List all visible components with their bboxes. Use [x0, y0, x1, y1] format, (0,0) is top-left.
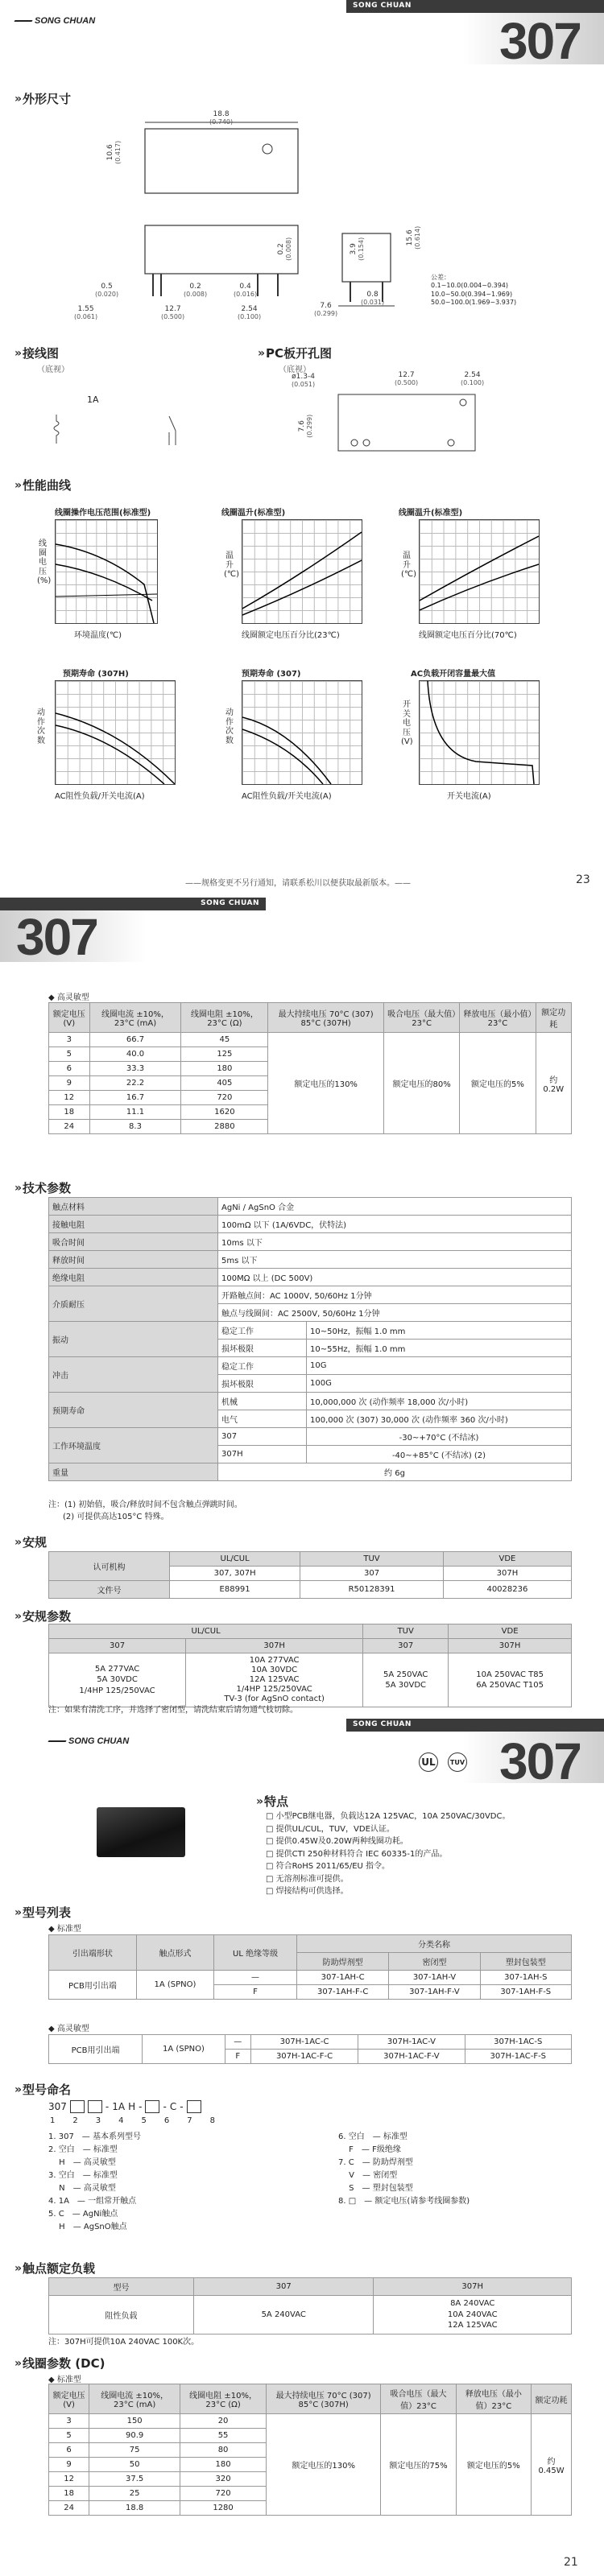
plot1 [55, 519, 158, 624]
plot1-xlabel: 环境温度(℃) [74, 631, 122, 640]
section-naming: » 型号命名 [14, 2083, 72, 2097]
th: 线圈电阻 ±10%，23°C (Ω) [181, 1003, 268, 1033]
section-tech: » 技术参数 [14, 1181, 72, 1195]
table-row: 12 37.5 320 [49, 2472, 572, 2487]
th: 额定电压(V) [49, 1003, 90, 1033]
safety-params-table [48, 1624, 572, 1707]
code-index: 1 2 3 4 5 6 7 8 [50, 2116, 215, 2125]
dim-pin-gap: 0.2 (0.008) [277, 237, 293, 261]
brand-logo: SONG CHUAN [48, 1736, 129, 1746]
brand-strip: SONG CHUAN [346, 1719, 604, 1732]
table-row: 吸合时间 10ms 以下 [49, 1233, 572, 1251]
std-label: ◆ 标准型 [48, 1925, 81, 1934]
section-safety-params: » 安规参数 [14, 1609, 72, 1624]
plot4 [55, 680, 176, 785]
plot4-curves [56, 681, 175, 784]
dim-pin-w: 0.5 (0.020) [95, 283, 119, 298]
dim-side-pin: 0.8 (0.031) [361, 291, 385, 306]
plot6-curves [420, 681, 539, 784]
chevron-icon: » [256, 1794, 262, 1808]
chevron-icon: » [14, 2083, 20, 2096]
page-number: 21 [564, 2556, 578, 2569]
plot1-ylabel: 线圈电压(%) [37, 539, 52, 585]
plot1-title: 线圈操作电压范围(标准型) [55, 509, 151, 518]
safety-table [48, 1551, 572, 1599]
code-box [145, 2100, 159, 2113]
th: 吸合电压（最大值）23°C [381, 2384, 456, 2414]
code-box [88, 2100, 102, 2113]
table-row: 5 90.9 55 [49, 2429, 572, 2443]
plot5-curves [242, 681, 362, 784]
th: 吸合电压（最大值）23°C [384, 1003, 460, 1033]
dim-pin-t2: 0.4 (0.016) [234, 283, 258, 298]
section-features: » 特点 [256, 1794, 289, 1809]
chevron-icon: » [14, 2261, 20, 2275]
list-item: □ 提供CTI 250种材料符合 IEC 60335-1的产品。 [266, 1849, 448, 1859]
table-row: 绝缘电阻 100MΩ 以上 (DC 500V) [49, 1269, 572, 1286]
coil-table [48, 1002, 572, 1134]
pcb-pitch2: 2.54 (0.100) [461, 371, 485, 386]
chevron-icon: » [14, 2356, 20, 2370]
table-row: 释放时间 5ms 以下 [49, 1251, 572, 1269]
table-row: 12 16.7 720 [49, 1091, 572, 1105]
model-list-std [48, 1934, 572, 2000]
table-row: 5A 277VAC 5A 30VDC 1/4HP 125/250VAC 10A 277VAC 10A 30VDC 12A 125VAC 1/4HP 125/250VAC TV-3 (for AgSnO contact) 5A 250VAC 5A 30VDC 10A 250VAC T85 6A 250VAC T105 [49, 1653, 572, 1707]
table-row: 3 66.7 45 额定电压的130% 额定电压的80% 额定电压的5% 约 0.2W [49, 1033, 572, 1047]
tech-notes: 注：(1) 初始值，吸合/释放时间不包含触点弹跳时间。 (2) 可提供高达105°C 特殊。 [48, 1501, 242, 1521]
table-row: 损坏极限 10~55Hz，振幅 1.0 mm [49, 1340, 572, 1357]
plot3 [419, 519, 540, 624]
table-row: 触点材料 AgNi / AgSnO 合金 [49, 1198, 572, 1216]
tolerance-note: 公差： 0.1~10.0(0.004~0.394) 10.0~50.0(0.394~1.969) 50.0~100.0(1.969~3.937) [431, 274, 517, 307]
code-box [187, 2100, 201, 2113]
model-list-hs [48, 2034, 572, 2064]
dim-length: 18.8 (0.740) [209, 110, 234, 126]
th: 额定功耗 [536, 1003, 571, 1033]
relay-photo [97, 1807, 185, 1857]
plot4-xlabel: AC阻性负载/开关电流(A) [55, 792, 145, 801]
plot5-xlabel: AC阻性负载/开关电流(A) [242, 792, 332, 801]
section-outline: » 外形尺寸 [14, 92, 72, 106]
dim-side-w: 7.6 (0.299) [314, 302, 338, 317]
list-item: □ 焊接结构可供选择。 [266, 1887, 349, 1896]
section-contact: » 触点额定负载 [14, 2261, 96, 2276]
chevron-icon: » [14, 1609, 20, 1623]
plot1-curves [56, 520, 157, 623]
plot2-title: 线圈温升(标准型) [221, 509, 286, 518]
table-row: 引出端形状 触点形式 UL 绝缘等级 分类名称 [49, 1935, 572, 1953]
section-pcb: » PC板开孔图 [258, 346, 333, 361]
table-row: 3 150 20 额定电压的130% 额定电压的75% 额定电压的5% 约 0.45W [49, 2414, 572, 2429]
plot3-ylabel: 温升(℃) [401, 551, 417, 579]
section-performance: » 性能曲线 [14, 478, 72, 493]
th: 线圈电阻 ±10%，23°C (Ω) [180, 2384, 267, 2414]
chevron-icon: » [258, 346, 263, 360]
plot6-title: AC负载开闭容量最大值 [411, 670, 496, 679]
table-row: 型号 307 307H [49, 2278, 572, 2296]
pcb-subnote: （底视） [279, 365, 311, 374]
th: 最大持续电压 70°C (307) 85°C (307H) [268, 1003, 384, 1033]
th: 最大持续电压 70°C (307) 85°C (307H) [267, 2384, 381, 2414]
spec-heading: ◆ 高灵敏型 [48, 993, 89, 1002]
plot6-ylabel: 开关电压(V) [401, 700, 413, 746]
table-row: PCB用引出端 1A (SPNO) — 307-1AH-C 307-1AH-V 307-1AH-S [49, 1971, 572, 1985]
table-row: 重量 约 6g [49, 1463, 572, 1481]
th: 释放电压（最小值）23°C [456, 2384, 531, 2414]
table-row: 307 307H 307 307H [49, 1639, 572, 1653]
logo-mark-icon [14, 16, 32, 26]
tuv-cert-icon: TUV [448, 1752, 467, 1772]
table-row: 电气 100,000 次 (307) 30,000 次 (动作频率 360 次/小时) [49, 1410, 572, 1428]
table-row: 防助焊剂型 密闭型 塑封包装型 [49, 1953, 572, 1971]
chevron-icon: » [14, 1905, 20, 1919]
dim-pitch2: 2.54 (0.100) [238, 305, 262, 320]
pcb-layout [322, 378, 499, 467]
coil-std-label: ◆ 标准型 [48, 2376, 81, 2384]
section-safety: » 安规 [14, 1535, 48, 1550]
table-row: UL/CUL TUV VDE [49, 1624, 572, 1639]
section-model-list: » 型号列表 [14, 1905, 72, 1920]
pcb-pitch: 12.7 (0.500) [395, 371, 419, 386]
plot4-title: 预期寿命 (307H) [63, 670, 129, 679]
plot3-xlabel: 线圈额定电压百分比(70℃) [419, 631, 517, 640]
contact-note: 注：307H可提供10A 240VAC 100K次。 [48, 2338, 200, 2347]
th: 额定功耗 [532, 2384, 572, 2414]
code-legend-right: 6. 空白 — 标准型 F — F级绝缘 7. C — 防助焊剂型 V — 密闭型 S — 塑封包装型 8. □ — 额定电压(请参考线圈参数) [338, 2132, 470, 2206]
footer-note: ——规格变更不另行通知，请联系松川以便获取最新版本。—— [185, 879, 411, 888]
th: 线圈电流 ±10%，23°C (mA) [89, 2384, 180, 2414]
table-row: 阻性负载 5A 240VAC 8A 240VAC 10A 240VAC 12A 125VAC [49, 2296, 572, 2334]
plot4-ylabel: 动作次数 [37, 708, 45, 745]
model-number: 307 [499, 1732, 581, 1790]
brand-strip: SONG CHUAN [0, 898, 266, 910]
page-2 [0, 898, 604, 1719]
table-row: 认可机构 UL/CUL TUV VDE [49, 1552, 572, 1567]
brand-strip: SONG CHUAN [346, 0, 604, 13]
hs-label: ◆ 高灵敏型 [48, 2025, 89, 2033]
list-item: □ 提供UL/CUL，TUV，VDE认证。 [266, 1824, 395, 1834]
table-row: 18 25 720 [49, 2487, 572, 2501]
section-coil: » 线圈参数 (DC) [14, 2356, 105, 2371]
wiring-subnote: （底视） [37, 365, 69, 374]
table-row: 18 11.1 1620 [49, 1105, 572, 1120]
table-row: 介质耐压 开路触点间：AC 1000V, 50/60Hz 1分钟 [49, 1286, 572, 1304]
wiring-diagram [32, 407, 193, 455]
table-row: 冲击 稳定工作 10G [49, 1357, 572, 1375]
chevron-icon: » [14, 1535, 20, 1549]
table-row: 振动 稳定工作 10~50Hz，振幅 1.0 mm [49, 1322, 572, 1340]
pcb-width: 7.6 (0.299) [298, 414, 314, 438]
table-row: 307H -40~+85°C (不结冰) (2) [49, 1446, 572, 1463]
table-row: 损坏极限 100G [49, 1375, 572, 1393]
plot6-xlabel: 开关电流(A) [447, 792, 491, 801]
table-row: 307, 307H 307 307H [49, 1567, 572, 1581]
plot6 [419, 680, 540, 785]
dim-height: 10.6 (0.417) [106, 140, 122, 164]
table-row: 9 50 180 [49, 2458, 572, 2472]
contact-table [48, 2277, 572, 2334]
list-item: □ 小型PCB继电器，负载达12A 125VAC，10A 250VAC/30VDC。 [266, 1812, 511, 1821]
table-row: 24 8.3 2880 [49, 1120, 572, 1134]
wiring-1a-label: 1A [87, 394, 99, 405]
table-row: 文件号 E88991 R50128391 40028236 [49, 1581, 572, 1599]
chevron-icon: » [14, 346, 20, 360]
section-wiring: » 接线图 [14, 346, 60, 361]
plot2-ylabel: 温升(℃) [224, 551, 240, 579]
th: 额定电压(V) [49, 2384, 89, 2414]
table-row: 9 22.2 405 [49, 1076, 572, 1091]
page-1 [0, 0, 604, 898]
list-item: □ 符合RoHS 2011/65/EU 指令。 [266, 1862, 391, 1871]
pcb-hole: ø1.3-4 (0.051) [292, 373, 316, 388]
dim-pin-len: 3.9 (0.154) [350, 237, 366, 261]
code-row: 307 - 1A H - - C - [48, 2100, 201, 2113]
table-row: 触点与线圈间：AC 2500V, 50/60Hz 1分钟 [49, 1304, 572, 1322]
plot3-title: 线圈温升(标准型) [399, 509, 463, 518]
model-number: 307 [16, 908, 97, 966]
th: 线圈电流 ±10%，23°C (mA) [89, 1003, 181, 1033]
page-number: 23 [576, 873, 590, 886]
plot2-xlabel: 线圈额定电压百分比(23℃) [242, 631, 340, 640]
table-row: 预期寿命 机械 10,000,000 次 (动作频率 18,000 次/小时) [49, 1393, 572, 1410]
code-legend-left: 1. 307 — 基本系列型号 2. 空白 — 标准型 H — 高灵敏型 3. 空白 — 标准型 N — 高灵敏型 4. 1A — 一组常开触点 5. C — AgNi触点 H — AgSnO触点 [48, 2132, 141, 2231]
table-row: 6 33.3 180 [49, 1062, 572, 1076]
logo-mark-icon [48, 1736, 66, 1746]
brand-logo: SONG CHUAN [14, 16, 95, 26]
th: 释放电压（最小值）23°C [460, 1003, 536, 1033]
feature-list [266, 1810, 510, 1898]
dim-offset: 1.55 (0.061) [74, 305, 98, 320]
table-row: F 307H-1AC-F-C 307H-1AC-F-V 307H-1AC-F-S [49, 2050, 572, 2064]
table-row: 接触电阻 100mΩ 以下 (1A/6VDC，伏特法) [49, 1216, 572, 1233]
table-row: 5 40.0 125 [49, 1047, 572, 1062]
plot2-curves [242, 520, 362, 623]
dim-side-height: 15.6 (0.614) [406, 225, 422, 250]
ul-cert-icon: UL [419, 1752, 438, 1772]
plot2 [242, 519, 362, 624]
table-row: 6 75 80 [49, 2443, 572, 2458]
coil-table-std [48, 2384, 572, 2516]
tech-table [48, 1197, 572, 1481]
code-box [70, 2100, 85, 2113]
model-number: 307 [499, 12, 581, 70]
chevron-icon: » [14, 478, 20, 492]
plot3-curves [420, 520, 539, 623]
dim-pin-t: 0.2 (0.008) [184, 283, 208, 298]
chevron-icon: » [14, 1181, 20, 1195]
safety-note: 注：如果有清洗工序，并选择了密闭型，请洗结束后请勿通气枝切除。 [48, 1706, 298, 1715]
list-item: □ 提供0.45W及0.20W两种线圈功耗。 [266, 1837, 408, 1846]
table-row: 工作环境温度 307 -30~+70°C (不结冰) [49, 1428, 572, 1446]
plot5-ylabel: 动作次数 [225, 708, 234, 745]
page-3 [0, 1719, 604, 2576]
table-row: PCB用引出端 1A (SPNO) — 307H-1AC-C 307H-1AC-V 307H-1AC-S [49, 2035, 572, 2050]
chevron-icon: » [14, 92, 20, 105]
plot5 [242, 680, 362, 785]
dim-pitch: 12.7 (0.500) [161, 305, 185, 320]
list-item: □ 无溶剂标准可提供。 [266, 1874, 349, 1884]
table-row: F 307-1AH-F-C 307-1AH-F-V 307-1AH-F-S [49, 1985, 572, 2000]
plot5-title: 预期寿命 (307) [242, 670, 301, 679]
table-row: 24 18.8 1280 [49, 2501, 572, 2516]
